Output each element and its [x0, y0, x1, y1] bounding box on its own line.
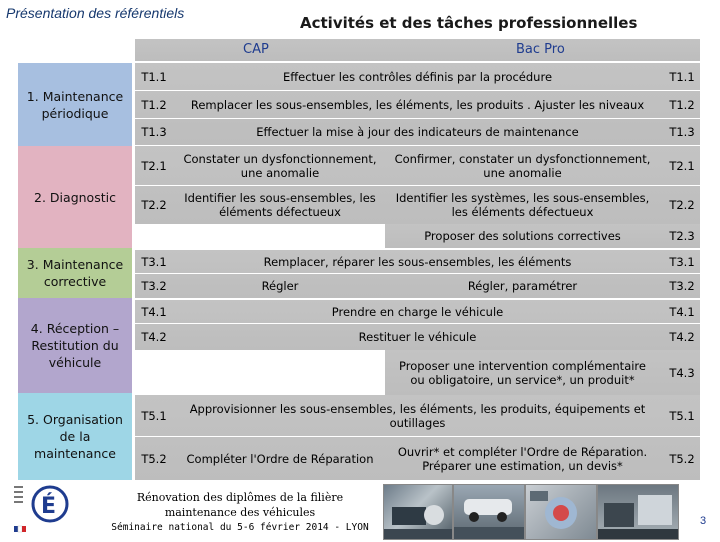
photo-garage	[597, 484, 679, 540]
bac-code-t51: T5.1	[669, 408, 695, 423]
bac-code-t12: T1.2	[669, 97, 695, 112]
task-t51-text: Approvisionner les sous-ensembles, les éléments, les produits, équipements et outillages	[189, 401, 646, 430]
bac-code-t23: T2.3	[669, 229, 695, 243]
cap-code-t42: T4.2	[141, 330, 167, 344]
bac-code-t52: T5.2	[669, 451, 695, 466]
cap-code-t31: T3.1	[141, 254, 167, 269]
task-t41-text: Prendre en charge le véhicule	[331, 304, 504, 319]
bac-code-t21: T2.1	[669, 158, 695, 173]
bac-task-t32-text: Régler, paramétrer	[467, 279, 578, 293]
category-maintenance-periodique: 1. Maintenance périodique	[18, 63, 132, 146]
bac-task-t23-text: Proposer des solutions correctives	[424, 229, 621, 243]
svg-text:É: É	[41, 494, 57, 519]
bac-code-t41: T4.1	[669, 304, 695, 319]
blank-cap-t23	[135, 224, 385, 248]
photo-car-lift	[453, 484, 525, 540]
cap-task-t22-text: Identifier les sous-ensembles, les éléments défectueux	[184, 191, 376, 219]
category-organisation: 5. Organisation de la maintenance	[18, 393, 132, 480]
cap-task-t21-text: Constater un dysfonctionnement, une anomalie	[183, 151, 377, 180]
bac-code-t32: T3.2	[669, 279, 695, 293]
bac-task-t52-text: Ouvrir* et compléter l'Ordre de Réparation. Préparer une estimation, un devis*	[397, 444, 648, 473]
cap-code-t32: T3.2	[141, 279, 167, 293]
footer-line-2: maintenance des véhicules	[164, 506, 316, 519]
bac-code-t31: T3.1	[669, 254, 695, 269]
cap-column-header: CAP	[243, 42, 269, 57]
task-t42-text: Restituer le véhicule	[358, 330, 477, 344]
bac-code-t13: T1.3	[669, 125, 695, 139]
cap-code-t22: T2.2	[141, 198, 167, 212]
bac-task-t43-text: Proposer une intervention complémentaire ou obligatoire, un service*, un produit*	[399, 359, 646, 387]
presentation-title: Présentation des référentiels	[6, 5, 185, 21]
column-header-band	[135, 39, 700, 61]
bac-code-t42: T4.2	[669, 330, 695, 344]
cap-code-t51: T5.1	[141, 408, 167, 423]
cap-code-t52: T5.2	[141, 451, 167, 466]
cap-code-t21: T2.1	[141, 158, 167, 173]
page-number: 3	[700, 515, 707, 527]
photo-engine	[525, 484, 597, 540]
cap-code-t12: T1.2	[141, 97, 167, 112]
footer-line-3: Séminaire national du 5-6 février 2014 - LYON	[111, 522, 369, 533]
footer-text	[110, 490, 370, 535]
cap-task-t32-text: Régler	[261, 279, 299, 293]
task-t31-text: Remplacer, réparer les sous-ensembles, les éléments	[263, 254, 572, 269]
task-t13-text: Effectuer la mise à jour des indicateurs de maintenance	[256, 125, 579, 139]
page-title: Activités et des tâches professionnelles	[300, 14, 638, 32]
category-diagnostic: 2. Diagnostic	[18, 146, 132, 248]
cap-code-t41: T4.1	[141, 304, 167, 319]
cap-code-t13: T1.3	[141, 125, 167, 139]
cap-code-t11: T1.1	[141, 69, 167, 84]
task-t11-text: Effectuer les contrôles définis par la procédure	[282, 69, 553, 84]
cap-task-t52-text: Compléter l'Ordre de Réparation	[186, 451, 374, 466]
bac-task-t21-text: Confirmer, constater un dysfonctionnement, une anomalie	[394, 151, 651, 180]
bac-code-t43: T4.3	[669, 365, 695, 380]
footer-line-1: Rénovation des diplômes de la filière	[136, 491, 344, 504]
bac-code-t22: T2.2	[669, 198, 695, 212]
bacpro-column-header: Bac Pro	[516, 42, 565, 57]
photo-workshop	[383, 484, 453, 540]
bac-code-t11: T1.1	[669, 69, 695, 84]
bac-task-t22-text: Identifier les systèmes, les sous-ensembles, les éléments défectueux	[395, 191, 650, 219]
category-reception-restitution: 4. Réception – Restitution du véhicule	[18, 298, 132, 393]
ministry-logo	[10, 482, 70, 538]
category-maintenance-corrective: 3. Maintenance corrective	[18, 248, 132, 298]
task-t12-text: Remplacer les sous-ensembles, les éléments, les produits . Ajuster les niveaux	[190, 97, 645, 112]
